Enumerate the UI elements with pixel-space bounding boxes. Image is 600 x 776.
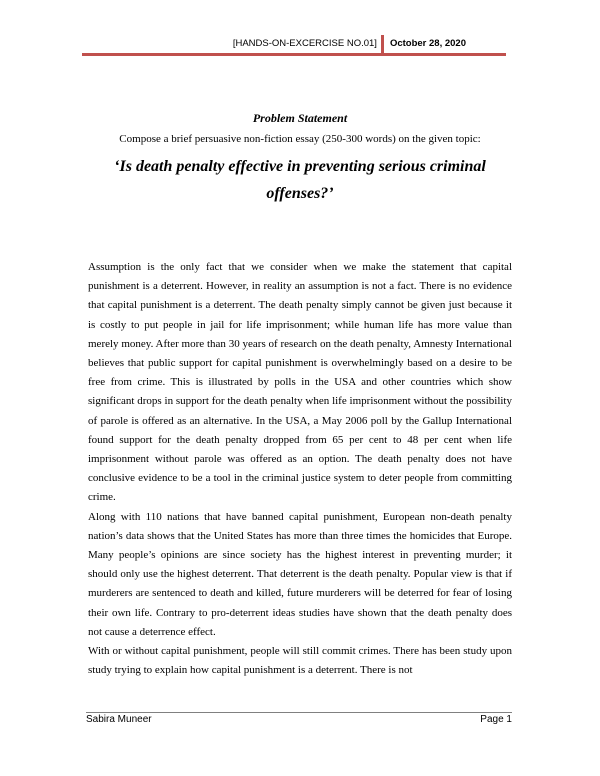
essay-body: [88, 258, 512, 680]
essay-paragraph: With or without capital punishment, people will still commit crimes. There has been study upon study trying to explain how capital punishment is a deterrent. There is not: [88, 645, 512, 677]
essay-paragraph: Along with 110 nations that have banned capital punishment, European non-death penalty nation’s data shows that the United States has more than three times the homicides that Europe. Many people’s opinions are since society has the highest interest in preventing murder; it should only use the highest deterrent. That deterrent is the death penalty. Popular view is that if murderers are sentenced to death and killed, future murderers will be deterred for fear of losing their own life. Contrary to pro-deterrent ideas studies have shown that the death penalty does not cause a deterrence effect.: [88, 510, 512, 638]
header-date: October 28, 2020: [389, 38, 466, 49]
exercise-label: [HANDS-ON-EXCERCISE NO.01]: [229, 35, 384, 53]
problem-description: Compose a brief persuasive non-fiction essay (250-300 words) on the given topic:: [119, 133, 481, 145]
page-number: Page 1: [480, 714, 512, 725]
essay-paragraph: Assumption is the only fact that we consider when we make the statement that capital punishment is a deterrent. However, in reality an assumption is not a fact. There is no evidence that capital punishment is a deterrent. The death penalty simply cannot be given just because it is costly to put people in jail for life imprisonment; while human life has more value than merely money. After more than 30 years of research on the death penalty, Amnesty International believes that public support for capital punishment is overwhelmingly based on a desire to be free from crime. This is illustrated by polls in the USA and other countries which show significant drops in support for the death penalty when life imprisonment without the possibility of parole is offered as an alternative. In the USA, a May 2006 poll by the Gallup International found support for the death penalty dropped from 65 per cent to 48 per cent when life imprisonment without parole was offered as an option. The death penalty does not have conclusive evidence to be a tool in the criminal justice system to deter people from committing crime.: [88, 261, 512, 504]
problem-statement-title: Problem Statement: [252, 111, 348, 125]
page-footer: [86, 712, 512, 728]
essay-topic: ‘Is death penalty effective in preventing serious criminal offenses?’: [114, 158, 486, 202]
page-header: [82, 35, 506, 56]
footer-author: Sabira Muneer: [86, 714, 152, 725]
